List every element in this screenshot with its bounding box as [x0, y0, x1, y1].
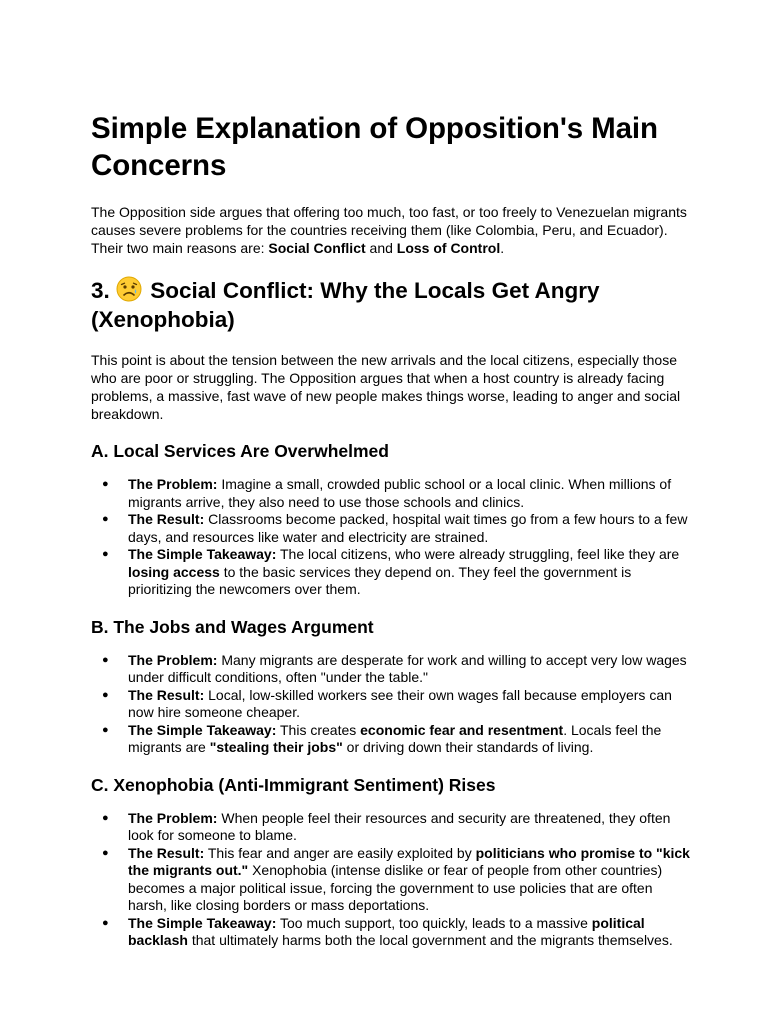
- intro-text: The Opposition side argues that offering too much, too fast, or too freely to Venezuelan migrants causes severe problems for the countries receiving them (like Colombia, Peru, and Ecuador). Their two main reasons are:: [91, 204, 687, 256]
- item-text: When people feel their resources and security are threatened, they often look for someone to blame.: [128, 809, 671, 843]
- item-bold: losing access: [128, 563, 220, 580]
- document-page: [91, 110, 691, 967]
- item-text: Classrooms become packed, hospital wait times go from a few hours to a few days, and resources like water and electricity are strained.: [128, 511, 688, 545]
- item-text: Imagine a small, crowded public school or a local clinic. When millions of migrants arrive, they also need to use those schools and clinics.: [128, 476, 672, 510]
- item-text: Xenophobia (intense dislike or fear of people from other countries) becomes a major political issue, forcing the government to use policies that are often harsh, like closing borders or mass deportations.: [128, 862, 663, 913]
- item-label: The Problem:: [128, 476, 218, 492]
- item-text: or driving down their standards of living.: [342, 739, 594, 755]
- item-text: Local, low-skilled workers see their own wages fall because employers can now hire someone cheaper.: [128, 686, 672, 720]
- item-label: The Simple Takeaway:: [128, 721, 277, 738]
- list-item: [91, 546, 691, 599]
- bullet-icon: ●: [102, 513, 109, 525]
- item-label: The Simple Takeaway:: [128, 914, 277, 931]
- bullet-icon: ●: [102, 548, 109, 560]
- bullet-icon: ●: [102, 688, 109, 701]
- item-label: The Result:: [128, 844, 205, 861]
- item-text: that ultimately harms both the local government and the migrants themselves.: [187, 932, 673, 948]
- bullet-icon: ●: [102, 811, 109, 824]
- item-bold: "stealing their jobs": [209, 739, 343, 755]
- intro-text: .: [500, 240, 505, 256]
- item-text: Many migrants are desperate for work and willing to accept very low wages under difficult conditions, often "under the table.": [128, 651, 687, 685]
- list-item: [91, 722, 691, 757]
- intro-bold-loss-of-control: Loss of Control: [396, 240, 501, 256]
- item-bold: political backlash: [128, 914, 645, 948]
- bullet-icon: ●: [102, 653, 109, 666]
- list-item: [91, 810, 691, 845]
- item-bold: economic fear and resentment: [360, 721, 564, 738]
- list-item: [91, 687, 691, 722]
- subsection-c-heading: C. Xenophobia (Anti-Immigrant Sentiment) Rises: [91, 774, 496, 795]
- item-label: The Simple Takeaway:: [128, 546, 277, 562]
- bullet-icon: ●: [102, 478, 109, 490]
- section-3-intro: This point is about the tension between the new arrivals and the local citizens, especially those who are poor or struggling. The Opposition argues that when a host country is already facing problems, a massive, fast wave of new people makes things worse, leading to anger and social breakdown.: [91, 352, 681, 422]
- section-heading-text: Social Conflict: Why the Locals Get Angry (Xenophobia): [91, 278, 600, 332]
- list-item: [91, 845, 691, 915]
- intro-bold-social-conflict: Social Conflict: [268, 240, 366, 256]
- subsection-c-list: [91, 810, 691, 950]
- sad-face-icon: [116, 276, 142, 302]
- intro-paragraph: [91, 203, 691, 257]
- bullet-icon: ●: [102, 846, 109, 859]
- item-label: The Result:: [128, 686, 205, 703]
- item-text: . Locals feel the migrants are: [128, 721, 662, 755]
- subsection-b-heading: B. The Jobs and Wages Argument: [91, 616, 374, 637]
- item-text: This fear and anger are easily exploited by: [204, 844, 476, 861]
- item-label: The Problem:: [128, 651, 218, 668]
- subsection-a-heading: A. Local Services Are Overwhelmed: [91, 441, 389, 461]
- list-item: [91, 652, 691, 687]
- bullet-icon: ●: [102, 723, 109, 736]
- intro-text: and: [365, 240, 397, 256]
- item-text: Too much support, too quickly, leads to a massive: [276, 914, 592, 931]
- item-bold: politicians who promise to "kick the migrants out.": [128, 844, 690, 878]
- item-label: The Result:: [128, 511, 205, 527]
- list-item: [91, 511, 691, 546]
- section-number: 3.: [91, 278, 117, 303]
- item-text: to the basic services they depend on. They feel the government is prioritizing the newcomers over them.: [128, 563, 632, 597]
- item-text: The local citizens, who were already struggling, feel like they are: [276, 546, 680, 562]
- list-item: [91, 476, 691, 511]
- subsection-b-list: [91, 652, 691, 757]
- bullet-icon: ●: [102, 916, 109, 929]
- section-3-heading: [91, 276, 691, 334]
- item-text: This creates: [276, 721, 361, 738]
- page-title: Simple Explanation of Opposition's Main Concerns: [91, 112, 658, 182]
- list-item: [91, 915, 691, 950]
- item-label: The Problem:: [128, 809, 218, 826]
- subsection-a-list: [91, 476, 691, 599]
